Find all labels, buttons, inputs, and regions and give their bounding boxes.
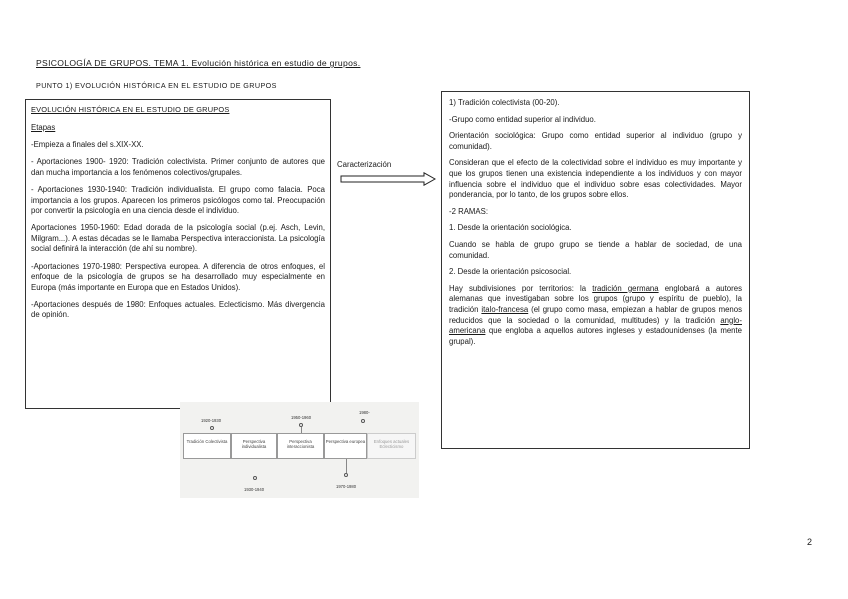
- rama-sociologica: 1. Desde la orientación sociológica.: [449, 223, 572, 233]
- etapa-paragraph: -Empieza a finales del s.XIX-XX.: [31, 140, 144, 150]
- document-title: PSICOLOGÍA DE GRUPOS. TEMA 1. Evolución histórica en estudio de grupos.: [36, 58, 361, 68]
- timeline-year-top: 1950-1960: [291, 415, 312, 420]
- timeline-segment: Tradición Colectivista: [183, 433, 231, 459]
- timeline-marker: [344, 473, 348, 477]
- timeline-marker: [210, 426, 214, 430]
- timeline-marker: [253, 476, 257, 480]
- etapa-paragraph: - Aportaciones 1930-1940: Tradición individualista. El grupo como falacia. Poca importancia a los grupos. Aparecen los primeros psicólogos como tal. Preocupación por convertir la psicología en una ciencia desde el individuo.: [31, 184, 325, 216]
- section-heading: PUNTO 1) EVOLUCIÓN HISTÓRICA EN EL ESTUDIO DE GRUPOS: [36, 81, 277, 90]
- etapas-box-title: EVOLUCIÓN HISTÓRICA EN EL ESTUDIO DE GRUPOS: [31, 105, 230, 114]
- tradicion-germana: tradición germana: [592, 283, 659, 293]
- right-arrow-icon: [340, 172, 436, 186]
- etapas-box: [25, 99, 331, 409]
- etapa-paragraph: Aportaciones 1950-1960: Edad dorada de la psicología social (p.ej. Asch, Levin, Milgram...). A estas décadas se le llamaba Perspectiva interaccionista. La psicología social definirá la interacción (de ahí su nombre).: [31, 223, 325, 254]
- caracterizacion-box: [441, 91, 750, 449]
- caracterizacion-paragraph: Orientación sociológica: Grupo como entidad superior al individuo (grupo y comunidad).: [449, 131, 742, 151]
- rama-psicosocial: 2. Desde la orientación psicosocial.: [449, 267, 572, 277]
- timeline-diagram: [180, 402, 419, 498]
- text-run: (el grupo como masa, empiezan a hablar de grupos menos reducidos que la sociedad o la comunidad, multitudes) y la tradición: [449, 304, 742, 325]
- text-run: Hay subdivisiones por territorios: la: [449, 283, 593, 293]
- etapa-paragraph: -Aportaciones 1970-1980: Perspectiva europea. A diferencia de otros enfoques, el enfoque de la psicología de grupos se ha desarrollado muy especialmente en Europa (más importante en Europa que en Estados Unidos).: [31, 261, 325, 292]
- arrow-label: Caracterización: [337, 160, 392, 169]
- timeline-segment: Enfoques actuales Eclecticismo: [367, 433, 416, 459]
- timeline-year-top: 1980-: [359, 410, 370, 415]
- subdivisiones-paragraph: [449, 284, 742, 348]
- etapa-paragraph: - Aportaciones 1900- 1920: Tradición colectivista. Primer conjunto de autores que dan mucha importancia a los fenómenos colectivos/grupales.: [31, 157, 325, 177]
- timeline-segment: Perspectiva interaccionista: [277, 433, 324, 459]
- etapas-subtitle: Etapas: [31, 122, 56, 132]
- caracterizacion-paragraph: Consideran que el efecto de la colectividad sobre el individuo es muy importante y que los grupos tienen una existencia independiente a los individuos y con mayor influencia sobre el individuo que el individuo sobre esas colectividades. Mayor ponderancia, por lo tanto, de los grupos sobre ellos.: [449, 158, 742, 200]
- timeline-year-bottom: 1930-1940: [244, 487, 265, 492]
- tradicion-anglo-americana: anglo-americana: [449, 315, 742, 336]
- tradicion-italo-francesa: italo-francesa: [481, 304, 529, 314]
- caracterizacion-paragraph: -Grupo como entidad superior al individuo.: [449, 114, 596, 124]
- page-number: 2: [807, 537, 813, 547]
- timeline-segment: Perspectiva europea: [324, 433, 367, 459]
- text-run: englobará a autores alemanas que investigaban sobre los grupos (grupo y espíritu de pueblo), la tradición: [449, 283, 742, 314]
- timeline-year-bottom: 1970-1980: [336, 484, 357, 489]
- caracterizacion-heading: 1) Tradición colectivista (00-20).: [449, 98, 560, 107]
- timeline-marker: [361, 419, 365, 423]
- timeline-segment: Perspectiva individualista: [231, 433, 277, 459]
- ramas-heading: -2 RAMAS:: [449, 206, 488, 216]
- timeline-year-top: 1920-1930: [201, 418, 222, 423]
- etapa-paragraph: -Aportaciones después de 1980: Enfoques actuales. Eclecticismo. Más divergencia de opinión.: [31, 299, 325, 320]
- text-run: que engloba a aquellos autores ingleses y estadounidenses (la mente grupal).: [449, 326, 742, 346]
- caracterizacion-paragraph: Cuando se habla de grupo grupo se tiende a hablar de sociedad, de una comunidad.: [449, 239, 742, 260]
- timeline-connector: [346, 459, 347, 473]
